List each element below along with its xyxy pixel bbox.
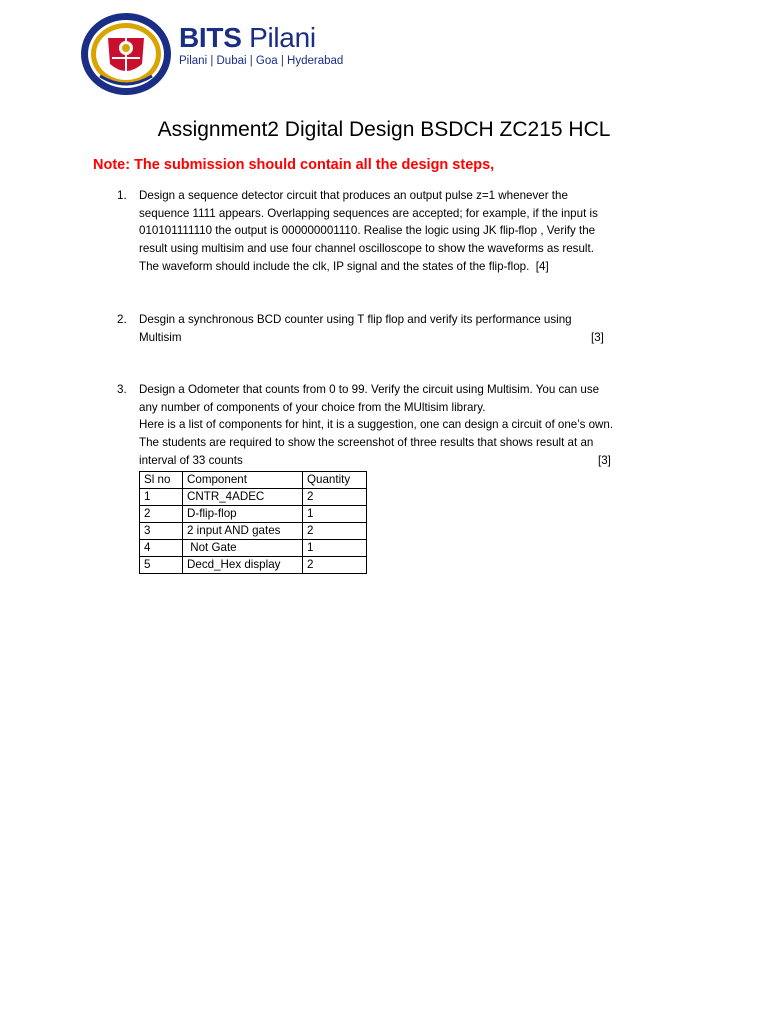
question-marks [529,260,548,273]
question-marks: [3] [591,330,604,344]
question-marks-value: [4] [535,259,549,273]
brand-block [179,22,343,67]
table-cell: 2 [140,506,183,523]
bits-seal-icon [80,12,172,96]
question-number: 2. [117,313,127,326]
bits-logo [80,12,380,92]
components-table [139,471,367,574]
table-header-row [140,472,367,489]
question-3 [117,381,669,470]
document-title: Assignment2 Digital Design BSDCH ZC215 HCL [157,118,611,141]
table-cell: 3 [140,523,183,540]
question-line: Design a sequence detector circuit that produces an output pulse z=1 whenever the [139,189,568,202]
question-1 [117,187,669,276]
table-cell: CNTR_4ADEC [183,489,303,506]
question-line-text: Multisim [139,330,182,344]
table-cell: D-flip-flop [183,506,303,523]
table-row [140,523,367,540]
brand-campuses: Pilani | Dubai | Goa | Hyderabad [179,55,344,67]
question-line: The students are required to show the screenshot of three results that shows result at an [139,436,594,450]
question-marks: [3] [598,453,611,467]
table-cell: 4 [140,540,183,557]
table-row [140,540,367,557]
table-cell: 2 [303,523,367,540]
question-line: Here is a list of components for hint, it is a suggestion, one can design a circuit of one’s own. [139,418,614,432]
question-line [139,258,669,276]
submission-note: Note: The submission should contain all the design steps, [93,157,495,173]
table-header-cell: Component [183,472,303,489]
question-number: 1. [117,189,127,202]
question-line [139,452,669,470]
brand-name [179,22,343,54]
question-line-text: interval of 33 counts [139,453,243,467]
table-cell: 1 [303,506,367,523]
table-row [140,489,367,506]
question-line: sequence 1111 appears. Overlapping sequences are accepted; for example, if the input is [139,206,598,220]
brand-name-bold: BITS [179,22,242,53]
brand-name-light: Pilani [241,22,316,53]
table-row [140,557,367,574]
question-2 [117,311,669,346]
question-line [139,329,669,347]
table-row [140,506,367,523]
table-cell: 1 [303,540,367,557]
table-cell: 1 [140,489,183,506]
table-cell: Not Gate [183,540,303,557]
question-line-text: The waveform should include the clk, IP signal and the states of the flip-flop. [139,259,530,273]
table-cell: 2 [303,557,367,574]
question-line: Desgin a synchronous BCD counter using T flip flop and verify its performance using [139,313,572,326]
question-line: any number of components of your choice from the MUltisim library. [139,400,486,414]
question-line: result using multisim and use four channel oscilloscope to show the waveforms as result. [139,242,594,256]
table-header-cell: Sl no [140,472,183,489]
table-header-cell: Quantity [303,472,367,489]
table-cell: 5 [140,557,183,574]
table-cell: 2 [303,489,367,506]
question-line: Design a Odometer that counts from 0 to 99. Verify the circuit using Multisim. You can use [139,383,600,396]
question-line: 010101111110 the output is 000000001110. Realise the logic using JK flip-flop , Verify the [139,224,596,238]
question-number: 3. [117,383,127,396]
table-cell: 2 input AND gates [183,523,303,540]
table-cell: Decd_Hex display [183,557,303,574]
